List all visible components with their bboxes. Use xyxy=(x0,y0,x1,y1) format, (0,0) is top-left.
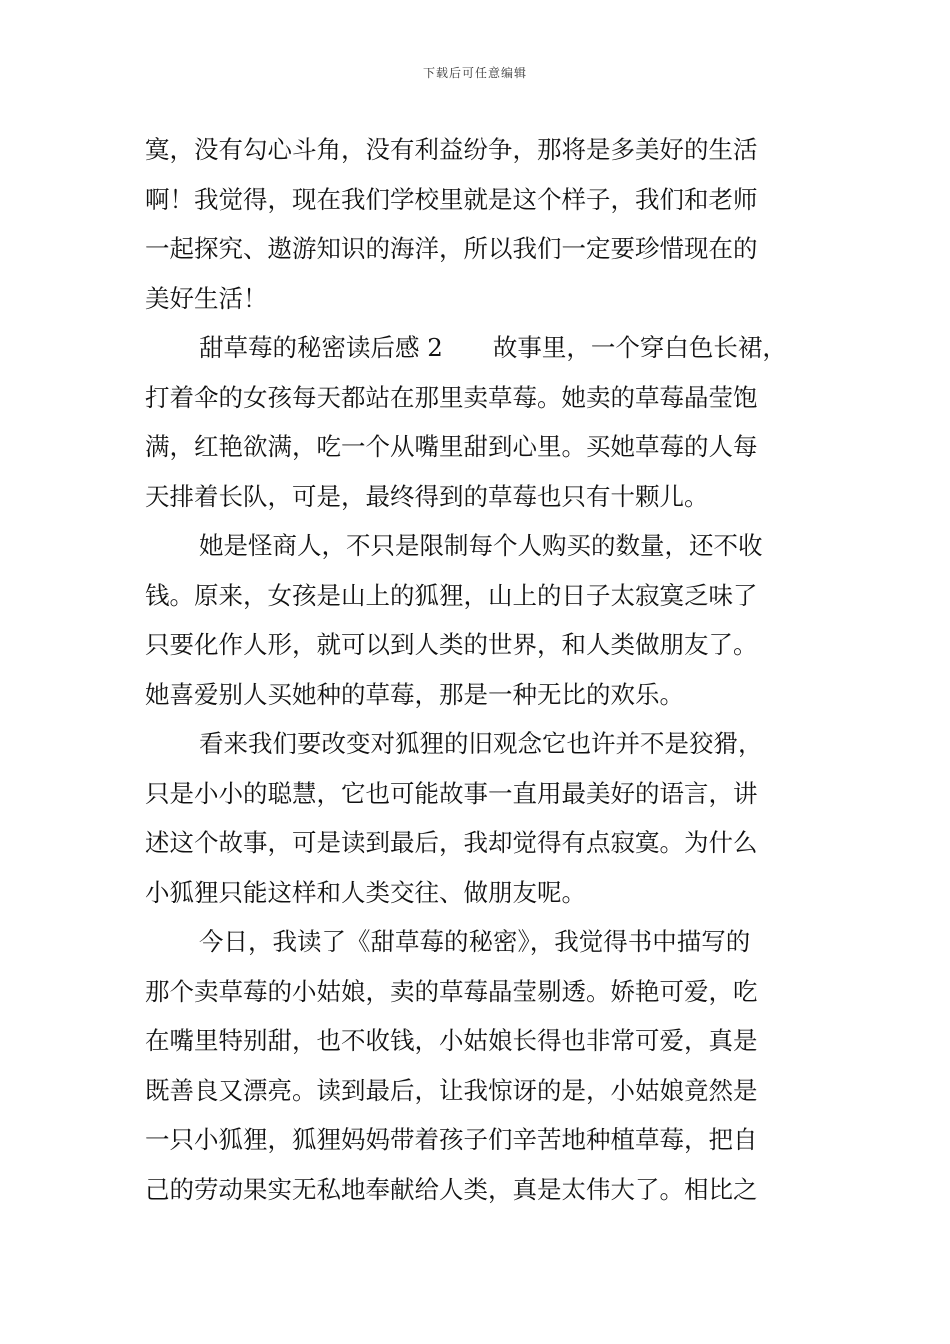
paragraph-start-line: 今日，我读了《甜草莓的秘密》，我觉得书中描写的 xyxy=(199,927,751,956)
text-line: 只要化作人形，就可以到人类的世界，和人类做朋友了。 xyxy=(145,630,758,659)
document-body xyxy=(145,125,810,1214)
text-line: 述这个故事，可是读到最后，我却觉得有点寂寞。为什么 xyxy=(145,828,758,857)
text-line: 一起探究、遨游知识的海洋，所以我们一定要珍惜现在的 xyxy=(145,234,758,263)
text-line: 钱。原来，女孩是山上的狐狸，山上的日子太寂寞乏味了 xyxy=(145,580,758,610)
section-title: 甜草莓的秘密读后感 2 xyxy=(199,333,443,362)
text-line: 啊！我觉得，现在我们学校里就是这个样子，我们和老师 xyxy=(145,184,758,214)
text-line: 一只小狐狸，狐狸妈妈带着孩子们辛苦地种植草莓，把自 xyxy=(145,1125,758,1154)
text-line: 只是小小的聪慧，它也可能故事一直用最美好的语言，讲 xyxy=(145,778,758,808)
text-line: 天排着长队，可是，最终得到的草莓也只有十颗儿。 xyxy=(145,481,709,511)
page-header: 下载后可任意编辑 xyxy=(422,66,527,80)
text-line: 小狐狸只能这样和人类交往、做朋友呢。 xyxy=(145,877,586,907)
text-line: 那个卖草莓的小姑娘，卖的草莓晶莹剔透。娇艳可爱，吃 xyxy=(145,976,758,1006)
section-heading-line xyxy=(145,323,810,373)
text-line: 己的劳动果实无私地奉献给人类，真是太伟大了。相比之 xyxy=(145,1174,758,1204)
text-line: 既善良又漂亮。读到最后，让我惊讶的是，小姑娘竟然是 xyxy=(145,1075,758,1105)
text-line: 故事里，一个穿白色长裙， xyxy=(492,333,787,362)
text-line: 她喜爱别人买她种的草莓，那是一种无比的欢乐。 xyxy=(145,679,684,709)
text-line: 在嘴里特别甜，也不收钱，小姑娘长得也非常可爱，真是 xyxy=(145,1026,758,1055)
paragraph-start-line: 看来我们要改变对狐狸的旧观念它也许并不是狡猾， xyxy=(199,729,763,758)
paragraph-start-line: 她是怪商人，不只是限制每个人购买的数量，还不收 xyxy=(199,531,763,560)
text-line: 美好生活！ xyxy=(145,283,268,313)
text-line: 寞，没有勾心斗角，没有利益纷争，那将是多美好的生活 xyxy=(145,135,758,164)
text-line: 满，红艳欲满，吃一个从嘴里甜到心里。买她草莓的人每 xyxy=(145,432,758,461)
text-line: 打着伞的女孩每天都站在那里卖草莓。她卖的草莓晶莹饱 xyxy=(145,382,758,412)
